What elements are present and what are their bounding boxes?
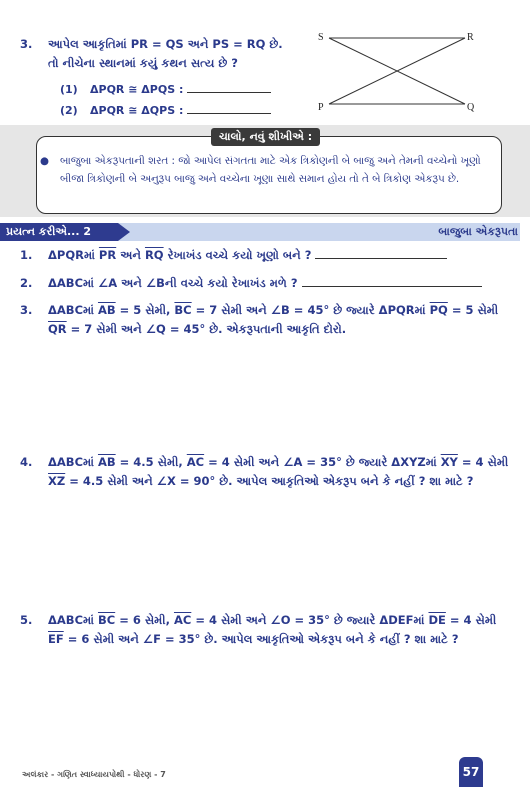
q3-part-a: ΔABCમાં (48, 303, 94, 317)
q1-part-b: અને (120, 248, 141, 262)
q5-segment-de: $\overline{DE}$ (428, 613, 446, 627)
question-4 (20, 454, 508, 471)
question-1 (20, 246, 447, 264)
page-number: 57 (459, 757, 483, 787)
q2-number: 2. (20, 276, 33, 290)
q5-number: 5. (20, 613, 33, 627)
quadrilateral-figure (315, 30, 490, 115)
vertex-r: R (467, 32, 474, 43)
question-5-line2 (20, 631, 459, 648)
question-line-2: તો નીચેના સ્થાનમાં કયું કથન સત્ય છે ? (48, 56, 238, 70)
question-line-1: આપેલ આકૃતિમાં PR = QS અને PS = RQ છે. (48, 37, 283, 51)
option-1-label: (1) (60, 83, 78, 96)
q5-part-d: = 4 સેમી (449, 613, 497, 627)
top-question-3-line2 (20, 55, 238, 72)
q3-segment-bc: $\overline{BC}$ (174, 303, 192, 317)
q3-part-c: = 7 સેમી અને ∠B = 45° છે જ્યારે ΔPQRમાં (195, 303, 426, 317)
section-title: પ્રયત્ન કરીએ... 2 (6, 225, 91, 238)
q5-part-a: ΔABCમાં (48, 613, 94, 627)
q3-part-d: = 5 સેમી (451, 303, 499, 317)
option-2-text: ΔPQR ≅ ΔQPS : (90, 104, 184, 117)
q4-number: 4. (20, 455, 33, 469)
q1-answer-blank[interactable] (315, 246, 447, 259)
question-4-line2 (20, 473, 473, 490)
section-topic: બાજુબા એકરૂપતા (438, 225, 518, 238)
q2-answer-blank[interactable] (302, 274, 482, 287)
footer-text: અલંકાર - ગણિત સ્વાધ્યાયપોથી - ધોરણ - 7 (22, 770, 166, 779)
q5-part-c: = 4 સેમી અને ∠O = 35° છે જ્યારે ΔDEFમાં (195, 613, 425, 627)
q5-part-e: = 6 સેમી અને ∠F = 35° છે. આપેલ આકૃતિઓ એકરૂપ બને કે નહીં ? શા માટે ? (67, 632, 459, 646)
q5-segment-ac: $\overline{AC}$ (173, 613, 192, 627)
vertex-q: Q (467, 102, 475, 113)
q3-number: 3. (20, 303, 33, 317)
question-3 (20, 302, 510, 319)
q1-number: 1. (20, 248, 33, 262)
learn-text (40, 152, 496, 188)
q1-part-a: ΔPQRમાં (48, 248, 95, 262)
q2-text: ΔABCમાં ∠A અને ∠Bની વચ્ચે કયો રેખાખંડ મળે ? (48, 276, 298, 290)
q4-segment-xz: $\overline{XZ}$ (48, 474, 66, 488)
q3-part-b: = 5 સેમી, (119, 303, 171, 317)
q4-segment-ac: $\overline{AC}$ (186, 455, 205, 469)
learn-body: બાજુબા એકરૂપતાની શરત : જો આપેલ સંગતતા માટે એક ત્રિકોણની બે બાજુ અને તેમની વચ્ચેનો ખૂણો બીજા ત્રિકોણની બે અનુરૂપ બાજુ અને વચ્ચેના ખૂણા સાથે સમાન હોય તો તે બે ત્રિકોણ એકરૂપ છે. (60, 155, 481, 185)
answer-blank-1[interactable] (187, 80, 271, 93)
q3-segment-ab: $\overline{AB}$ (97, 303, 116, 317)
q1-part-c: રેખાખંડ વચ્ચે કયો ખૂણો બને ? (167, 248, 312, 262)
q4-part-c: = 4 સેમી અને ∠A = 35° છે જ્યારે ΔXYZમાં (208, 455, 437, 469)
q4-segment-xy: $\overline{XY}$ (440, 455, 458, 469)
question-2 (20, 274, 482, 292)
q4-part-d: = 4 સેમી (461, 455, 509, 469)
q4-part-e: = 4.5 સેમી અને ∠X = 90° છે. આપેલ આકૃતિઓ એકરૂપ બને કે નહીં ? શા માટે ? (69, 474, 474, 488)
q5-segment-ef: $\overline{EF}$ (48, 632, 64, 646)
q5-part-b: = 6 સેમી, (119, 613, 170, 627)
vertex-s: S (318, 32, 324, 43)
q5-segment-bc: $\overline{BC}$ (97, 613, 116, 627)
question-3-line2 (20, 321, 346, 338)
option-2 (60, 101, 271, 117)
vertex-p: P (318, 102, 324, 113)
learn-title: ચાલો, નવું શીખીએ : (211, 128, 320, 146)
option-1-text: ΔPQR ≅ ΔPQS : (90, 83, 184, 96)
question-5 (20, 612, 496, 629)
q3-part-e: = 7 સેમી અને ∠Q = 45° છે. એકરૂપતાની આકૃતિ દોરો. (70, 322, 347, 336)
q4-part-a: ΔABCમાં (48, 455, 94, 469)
q1-segment-pr: $\overline{PR}$ (98, 248, 117, 262)
q3-segment-pq: $\overline{PQ}$ (429, 303, 448, 317)
q4-segment-ab: $\overline{AB}$ (97, 455, 116, 469)
option-2-label: (2) (60, 104, 78, 117)
q1-segment-rq: $\overline{RQ}$ (144, 248, 164, 262)
answer-blank-2[interactable] (187, 101, 271, 114)
question-number: 3. (20, 37, 33, 51)
option-1 (60, 80, 271, 96)
bullet-icon: ● (40, 155, 49, 167)
q4-part-b: = 4.5 સેમી, (119, 455, 183, 469)
q3-segment-qr: $\overline{QR}$ (48, 322, 67, 336)
top-question-3 (20, 36, 283, 53)
